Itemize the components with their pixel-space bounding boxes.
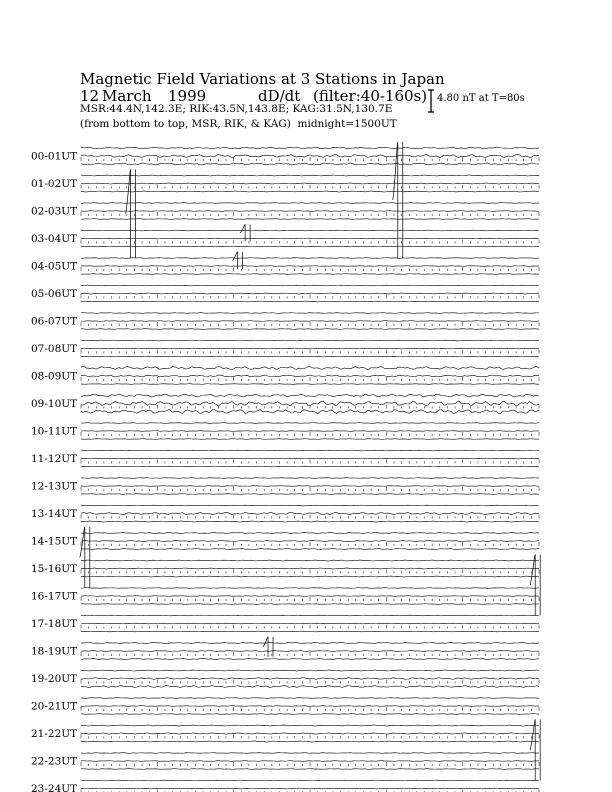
trace-rik <box>81 266 539 267</box>
trace-msr <box>81 521 539 522</box>
trace-rik <box>81 238 539 239</box>
trace-msr <box>81 658 539 659</box>
trace-kag <box>81 394 539 397</box>
trace-msr <box>81 631 539 632</box>
trace-kag <box>81 532 539 533</box>
hour-label: 10-11UT <box>31 425 78 438</box>
trace-rik <box>81 788 539 789</box>
date-month: March <box>102 87 152 105</box>
trace-msr <box>81 494 539 495</box>
hour-label: 01-02UT <box>31 178 78 190</box>
trace-rik <box>81 540 539 541</box>
trace-kag <box>81 753 539 754</box>
trace-kag <box>81 698 539 699</box>
trace-kag <box>81 203 539 204</box>
trace-kag <box>81 642 539 643</box>
trace-msr <box>81 246 539 247</box>
trace-kag <box>81 478 539 479</box>
filter-label: (filter:40-160s) <box>313 87 428 105</box>
impulse-signal <box>232 252 242 269</box>
impulse-signal <box>126 170 136 259</box>
hour-label: 17-18UT <box>31 618 78 630</box>
chart-title: Magnetic Field Variations at 3 Stations in Japan <box>80 70 445 88</box>
station-coordinates: MSR:44.4N,142.3E; RIK:43.5N,143.8E; KAG:31.5N,130.7E <box>80 103 393 115</box>
date-day: 12 <box>80 87 100 105</box>
trace-kag <box>81 258 539 259</box>
hour-label: 18-19UT <box>31 645 78 658</box>
trace-kag <box>81 285 539 286</box>
trace-kag <box>81 780 539 781</box>
trace-kag <box>81 230 539 231</box>
hour-label: 02-03UT <box>31 205 78 218</box>
impulse-signal <box>263 637 273 657</box>
hour-label: 00-01UT <box>31 150 78 163</box>
trace-rik <box>81 706 539 707</box>
trace-rik <box>81 431 539 432</box>
trace-msr <box>81 219 539 220</box>
trace-msr <box>81 191 539 192</box>
trace-msr <box>81 604 539 605</box>
trace-rik <box>81 596 539 597</box>
station-order-note: (from bottom to top, MSR, RIK, & KAG) <box>80 118 291 130</box>
impulse-signal <box>530 720 540 781</box>
impulse-signal <box>240 225 250 242</box>
trace-msr <box>81 576 539 577</box>
hour-label: 05-06UT <box>31 288 78 300</box>
trace-msr <box>81 163 539 165</box>
impulse-signal <box>530 555 540 616</box>
trace-rik <box>81 348 539 349</box>
trace-rik <box>81 512 539 514</box>
hour-label: 15-16UT <box>31 563 78 575</box>
trace-msr <box>81 329 539 330</box>
trace-msr <box>81 410 539 414</box>
trace-kag <box>81 450 539 451</box>
trace-rik <box>81 761 539 762</box>
trace-kag <box>81 560 539 561</box>
trace-msr <box>81 549 539 550</box>
hour-label: 04-05UT <box>31 260 78 273</box>
trace-msr <box>81 466 539 467</box>
hour-label: 14-15UT <box>31 535 78 548</box>
trace-msr <box>81 439 539 440</box>
hour-label: 23-24UT <box>31 783 78 792</box>
trace-kag <box>81 366 539 369</box>
trace-msr <box>81 384 539 385</box>
trace-kag <box>81 175 539 176</box>
trace-rik <box>81 321 539 322</box>
hour-label: 13-14UT <box>31 508 78 520</box>
trace-kag <box>81 670 539 671</box>
hour-label: 20-21UT <box>31 700 78 713</box>
trace-rik <box>81 678 539 680</box>
trace-kag <box>81 588 539 589</box>
hour-label: 06-07UT <box>31 315 78 328</box>
trace-rik <box>81 486 539 487</box>
hour-label: 03-04UT <box>31 233 78 245</box>
impulse-signal <box>393 142 403 258</box>
trace-rik <box>81 375 539 377</box>
trace-msr <box>81 685 539 687</box>
trace-msr <box>81 714 539 715</box>
trace-msr <box>81 274 539 275</box>
trace-msr <box>81 356 539 357</box>
trace-msr <box>81 769 539 770</box>
trace-kag <box>81 423 539 424</box>
trace-kag <box>81 313 539 314</box>
trace-kag <box>81 505 539 506</box>
trace-rik <box>81 183 539 184</box>
trace-msr <box>81 301 539 302</box>
trace-rik <box>81 211 539 212</box>
midnight-note: midnight=1500UT <box>297 118 397 130</box>
trace-rik <box>81 733 539 734</box>
hour-label: 16-17UT <box>31 590 78 603</box>
hour-label: 07-08UT <box>31 343 78 355</box>
hour-label: 08-09UT <box>31 370 78 383</box>
trace-rik <box>81 568 539 569</box>
hour-label: 11-12UT <box>31 453 78 465</box>
trace-rik <box>81 458 539 459</box>
date-year: 1999 <box>168 87 207 105</box>
scale-label: 4.80 nT at T=80s <box>437 93 525 104</box>
hour-label: 12-13UT <box>31 480 78 493</box>
trace-msr <box>81 741 539 742</box>
impulse-signal <box>80 527 90 588</box>
trace-kag <box>81 725 539 726</box>
trace-rik <box>81 650 539 651</box>
hour-label: 09-10UT <box>31 398 78 410</box>
hour-label: 21-22UT <box>31 728 78 740</box>
trace-kag <box>81 615 539 616</box>
hour-label: 19-20UT <box>31 673 78 685</box>
trace-kag <box>81 340 539 341</box>
hour-label: 22-23UT <box>31 755 78 768</box>
trace-rik <box>81 623 539 624</box>
trace-rik <box>81 293 539 294</box>
quantity-label: dD/dt <box>258 87 301 105</box>
trace-kag <box>81 147 539 149</box>
